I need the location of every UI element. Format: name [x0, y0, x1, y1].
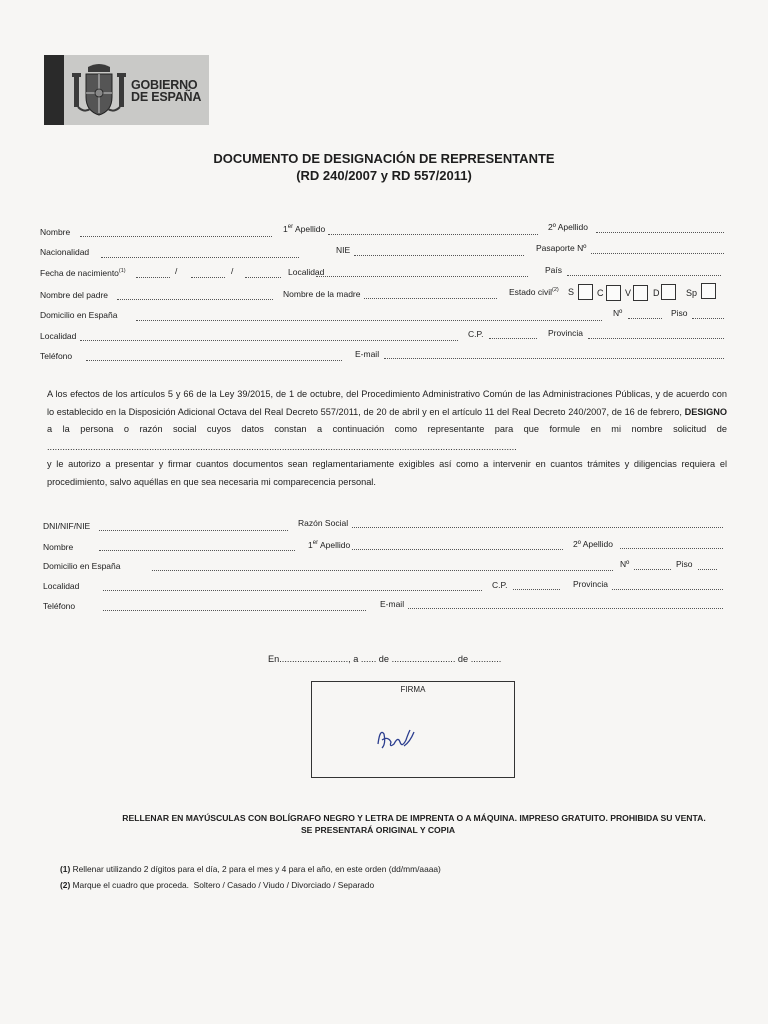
label-nie: NIE: [336, 245, 351, 255]
logo-line-2: DE ESPAÑA: [131, 90, 202, 104]
input-localidad-nac[interactable]: [316, 276, 528, 277]
designo-keyword: DESIGNO: [684, 406, 727, 417]
logo-text: [131, 79, 201, 103]
label-nombre-rep: Nombre: [43, 542, 74, 552]
input-nombre[interactable]: [80, 236, 272, 237]
label-apellido1: [283, 224, 325, 234]
authorization-text-2: y le autorizo a presentar y firmar cuantos documentos sean reglamentariamente exigibles así como a intervenir en cuantos trámites y diligencias requiera el procedimiento, salvo aquéllas en que sea necesaria mi comparecencia personal.: [47, 459, 727, 487]
label-email: E-mail: [355, 349, 380, 359]
label-pais: País: [545, 265, 563, 275]
input-apellido2[interactable]: [596, 232, 724, 233]
label-localidad-nac: Localidad: [288, 267, 325, 277]
checkbox-divorciado[interactable]: [661, 284, 676, 300]
checkbox-casado[interactable]: [606, 285, 621, 301]
label-opt-v: V: [625, 288, 632, 298]
input-nie[interactable]: [354, 255, 524, 256]
input-cp[interactable]: [489, 338, 537, 339]
input-piso-rep[interactable]: [698, 569, 717, 570]
label-dni: DNI/NIF/NIE: [43, 521, 91, 531]
apellido1-text: Apellido: [294, 224, 326, 234]
fecha-sup: (1): [118, 268, 126, 275]
input-piso[interactable]: [692, 318, 724, 319]
checkbox-viudo[interactable]: [633, 285, 648, 301]
label-nacionalidad: Nacionalidad: [40, 247, 90, 257]
place-date-line: En..........................., a ...... de ......................... de ............: [268, 654, 502, 664]
instructions-notice-1: RELLENAR EN MAYÚSCULAS CON BOLÍGRAFO NEGRO Y LETRA DE IMPRENTA O A MÁQUINA. IMPRESO GRATUITO. PROHIBIDA SU VENTA.: [122, 813, 706, 823]
label-opt-d: D: [653, 288, 660, 298]
label-apellido2: 2º Apellido: [548, 222, 588, 232]
instructions-notice-2: SE PRESENTARÁ ORIGINAL Y COPIA: [300, 825, 456, 835]
signature-box[interactable]: [311, 681, 515, 778]
label-opt-s: S: [568, 287, 575, 297]
rep-apellido1-text: Apellido: [319, 540, 351, 550]
input-apellido1[interactable]: [328, 234, 538, 235]
input-pasaporte[interactable]: [591, 253, 724, 254]
input-numero[interactable]: [628, 318, 662, 319]
label-apellido1-rep: [308, 540, 350, 550]
apellido1-num: 1: [283, 224, 288, 234]
label-madre: Nombre de la madre: [283, 289, 361, 299]
input-pais[interactable]: [567, 275, 721, 276]
authorization-paragraph: [47, 386, 727, 492]
label-fecha: [40, 268, 126, 278]
input-fecha-dia[interactable]: [136, 277, 170, 278]
government-logo: [44, 55, 209, 125]
label-razon-social: Razón Social: [298, 518, 349, 528]
input-localidad[interactable]: [80, 340, 458, 341]
input-nacionalidad[interactable]: [101, 257, 299, 258]
page-subtitle: (RD 240/2007 y RD 557/2011): [296, 168, 472, 183]
checkbox-separado[interactable]: [701, 283, 716, 299]
input-domicilio-rep[interactable]: [152, 570, 613, 571]
page-title: DOCUMENTO DE DESIGNACIÓN DE REPRESENTANTE: [213, 151, 555, 166]
estado-civil-sup: (2): [552, 287, 559, 294]
date-slash-2: /: [231, 266, 234, 276]
paragraph-part-2: a la persona o razón social cuyos datos constan a continuación como representante para que formule en mi nombre solicitud de ........................................................................................................................................................................................: [47, 424, 727, 452]
signature-label: FIRMA: [400, 685, 426, 694]
label-provincia-rep: Provincia: [573, 579, 608, 589]
authorization-text-1: [47, 386, 727, 456]
footnote-2-number: (2): [60, 880, 71, 890]
footnote-1-text: Rellenar utilizando 2 dígitos para el día, 2 para el mes y 4 para el año, en este orden (dd/mm/aaaa): [72, 864, 441, 874]
fecha-text: Fecha de nacimiento: [40, 268, 119, 278]
label-opt-c: C: [597, 288, 604, 298]
input-telefono[interactable]: [86, 360, 342, 361]
label-opt-sp: Sp: [686, 288, 698, 298]
input-dni[interactable]: [99, 530, 288, 531]
estado-civil-text: Estado civil: [509, 287, 552, 297]
label-email-rep: E-mail: [380, 599, 405, 609]
footnote-2-options: Soltero / Casado / Viudo / Divorciado / Separado: [193, 880, 375, 890]
input-fecha-mes[interactable]: [191, 277, 225, 278]
apellido1-sup: er: [287, 224, 294, 231]
date-slash-1: /: [175, 266, 178, 276]
input-nombre-rep[interactable]: [99, 550, 295, 551]
input-provincia-rep[interactable]: [612, 589, 723, 590]
logo-line-1: GOBIERNO: [131, 78, 198, 92]
input-email-rep[interactable]: [408, 608, 723, 609]
input-apellido1-rep[interactable]: [352, 549, 563, 550]
input-email[interactable]: [384, 358, 724, 359]
input-razon-social[interactable]: [352, 527, 723, 528]
label-piso: Piso: [671, 308, 688, 318]
label-cp-rep: C.P.: [492, 580, 508, 590]
label-padre: Nombre del padre: [40, 290, 109, 300]
input-cp-rep[interactable]: [513, 589, 560, 590]
label-localidad-rep: Localidad: [43, 581, 80, 591]
rep-apellido1-num: 1: [308, 540, 313, 550]
label-cp: C.P.: [468, 329, 484, 339]
label-apellido2-rep: 2º Apellido: [573, 539, 613, 549]
input-telefono-rep[interactable]: [103, 610, 366, 611]
footnote-1: [60, 864, 441, 874]
signature-mark: [374, 722, 419, 754]
logo-dark-bar: [44, 55, 64, 125]
input-padre[interactable]: [117, 299, 273, 300]
input-fecha-anio[interactable]: [245, 277, 281, 278]
label-telefono-rep: Teléfono: [43, 601, 76, 611]
label-localidad: Localidad: [40, 331, 77, 341]
label-pasaporte: Pasaporte Nº: [536, 243, 587, 253]
label-nombre: Nombre: [40, 227, 71, 237]
input-localidad-rep[interactable]: [103, 590, 482, 591]
label-telefono: Teléfono: [40, 351, 73, 361]
checkbox-soltero[interactable]: [578, 284, 593, 300]
paragraph-part-1: A los efectos de los artículos 5 y 66 de la Ley 39/2015, de 1 de octubre, del Procedimiento Administrativo Común de las Administraciones Públicas, y de acuerdo con lo establecido en la Disposición Adicional Octava del Real Decreto 557/2011, de 20 de abril y en el artículo 11 del Real Decreto 240/2007, de 16 de febrero,: [47, 389, 727, 417]
input-apellido2-rep[interactable]: [620, 548, 723, 549]
input-madre[interactable]: [364, 298, 497, 299]
label-numero: Nº: [613, 308, 623, 318]
label-estado-civil: [509, 287, 559, 297]
label-piso-rep: Piso: [676, 559, 693, 569]
footnote-2-text: Marque el cuadro que proceda.: [72, 880, 189, 890]
label-domicilio-rep: Domicilio en España: [43, 561, 121, 571]
rep-apellido1-sup: er: [312, 540, 319, 547]
input-provincia[interactable]: [588, 338, 724, 339]
label-domicilio: Domicilio en España: [40, 310, 118, 320]
input-domicilio[interactable]: [136, 320, 602, 321]
footnote-2: [60, 880, 374, 890]
footnote-1-number: (1): [60, 864, 71, 874]
label-provincia: Provincia: [548, 328, 583, 338]
label-numero-rep: Nº: [620, 559, 630, 569]
input-numero-rep[interactable]: [634, 569, 671, 570]
coat-of-arms-icon: [70, 63, 128, 119]
